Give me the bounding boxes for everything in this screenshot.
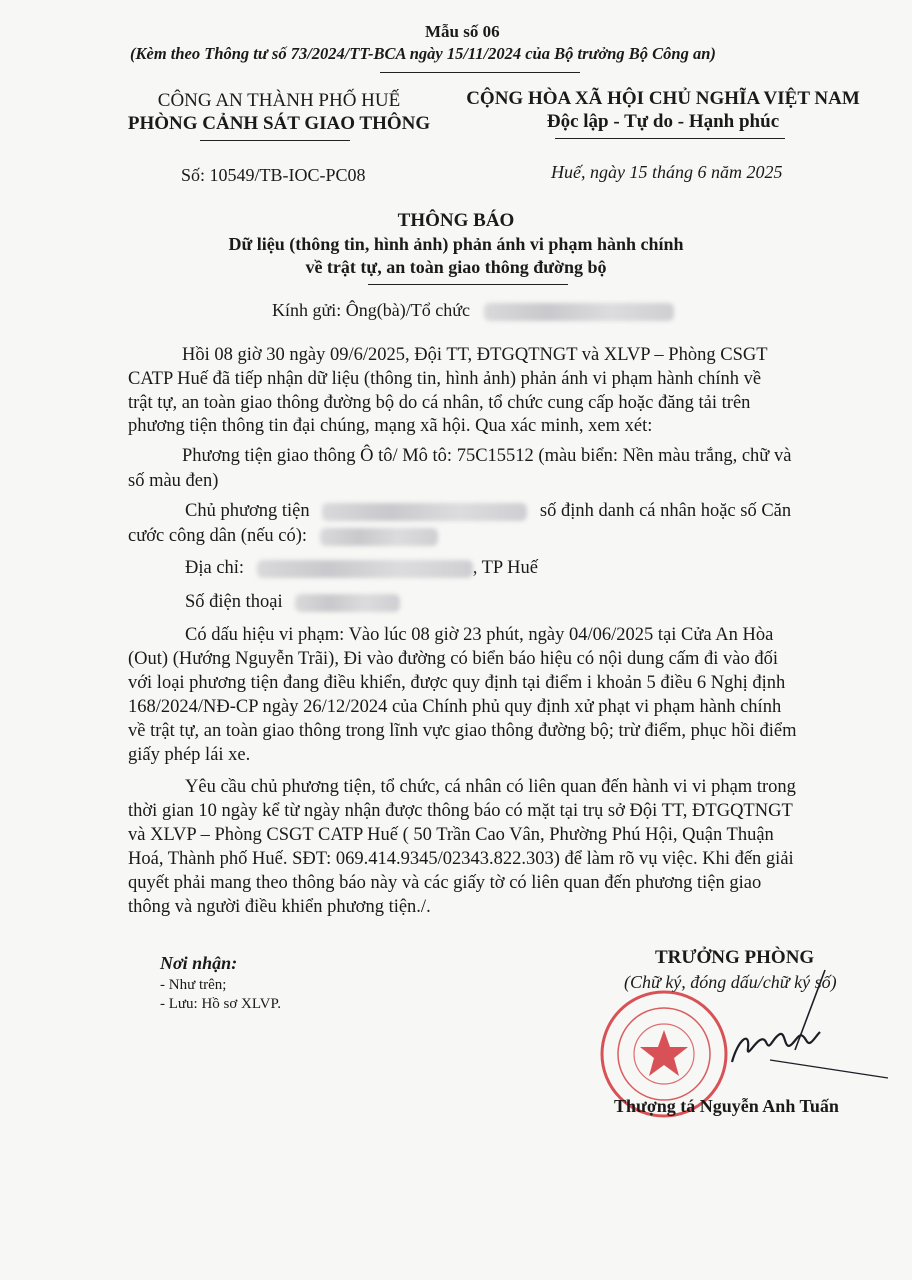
- paragraph-line: CATP Huế đã tiếp nhận dữ liệu (thông tin, hình ảnh) phản ánh vi phạm hành chính về: [128, 369, 762, 389]
- owner-id-line-label: cước công dân (nếu có):: [128, 526, 308, 546]
- redacted-owner-id: [320, 528, 438, 546]
- owner-id-line: [128, 523, 438, 549]
- request-line: thông và người điều khiển phương tiện./.: [128, 897, 431, 917]
- violation-line: Có dấu hiệu vi phạm: Vào lúc 08 giờ 23 phút, ngày 04/06/2025 tại Cửa An Hòa: [185, 625, 774, 645]
- paragraph-line: Hồi 08 giờ 30 ngày 09/6/2025, Đội TT, ĐTGQTNGT và XLVP – Phòng CSGT: [182, 345, 768, 365]
- violation-line: giấy phép lái xe.: [128, 745, 251, 765]
- receivers-title: Nơi nhận:: [160, 953, 238, 973]
- address-line: [185, 555, 538, 581]
- national-motto: Độc lập - Tự do - Hạnh phúc: [546, 111, 780, 132]
- redacted-owner-name: [322, 503, 527, 521]
- recipient-line: [272, 300, 674, 321]
- owner-id-label: số định danh cá nhân hoặc số Căn: [539, 501, 792, 521]
- document-title: THÔNG BÁO: [397, 210, 515, 231]
- divider: [380, 72, 580, 73]
- receiver-item: - Lưu: Hồ sơ XLVP.: [160, 996, 281, 1012]
- owner-label: Chủ phương tiện: [185, 501, 310, 521]
- phone-label: Số điện thoại: [185, 592, 283, 612]
- vehicle-line: Phương tiện giao thông Ô tô/ Mô tô: 75C15512 (màu biển: Nền màu trắng, chữ và: [182, 446, 792, 466]
- phone-line: [185, 589, 400, 615]
- violation-line: về trật tự, an toàn giao thông trong lĩnh vực giao thông đường bộ; trừ điểm, phục hồi điểm: [128, 721, 797, 741]
- recipient-label: Kính gửi: Ông(bà)/Tổ chức: [272, 300, 470, 320]
- document-subtitle: Dữ liệu (thông tin, hình ảnh) phản ánh vi phạm hành chính: [228, 234, 684, 254]
- national-title: CỘNG HÒA XÃ HỘI CHỦ NGHĨA VIỆT NAM: [466, 88, 860, 109]
- violation-line: với loại phương tiện đang điều khiển, được quy định tại điểm i khoản 5 điều 6 Nghị định: [128, 673, 786, 693]
- address-city: , TP Huế: [472, 558, 538, 578]
- violation-line: 168/2024/NĐ-CP ngày 26/12/2024 của Chính phủ quy định xử phạt vi phạm hành chính: [128, 697, 782, 717]
- redacted-phone: [295, 594, 400, 612]
- signer-name: Thượng tá Nguyễn Anh Tuấn: [614, 1096, 839, 1116]
- divider: [555, 138, 785, 139]
- violation-line: (Out) (Hướng Nguyễn Trãi), Đi vào đường có biển báo hiệu có nội dung cấm đi vào đối: [128, 649, 779, 669]
- divider: [368, 284, 568, 285]
- vehicle-line: số màu đen): [128, 471, 219, 491]
- document-date: Huế, ngày 15 tháng 6 năm 2025: [551, 162, 783, 182]
- document-subtitle-2: về trật tự, an toàn giao thông đường bộ: [305, 257, 607, 277]
- owner-line: [185, 498, 791, 524]
- paragraph-line: phương tiện thông tin đại chúng, mạng xã hội. Qua xác minh, xem xét:: [128, 416, 653, 436]
- document-number: Số: 10549/TB-IOC-PC08: [181, 165, 366, 185]
- request-line: Yêu cầu chủ phương tiện, tổ chức, cá nhân có liên quan đến hành vi vi phạm trong: [185, 777, 796, 797]
- signer-title: TRƯỞNG PHÒNG: [655, 947, 815, 968]
- form-attachment: (Kèm theo Thông tư số 73/2024/TT-BCA ngày 15/11/2024 của Bộ trưởng Bộ Công an): [130, 44, 716, 63]
- request-line: quyết phải mang theo thông báo này và các giấy tờ có liên quan đến phương tiện giao: [128, 873, 762, 893]
- address-label: Địa chỉ:: [185, 558, 245, 578]
- request-line: Hoá, Thành phố Huế. SĐT: 069.414.9345/02343.822.303) để làm rõ vụ việc. Khi đến giải: [128, 849, 794, 869]
- request-line: và XLVP – Phòng CSGT CATP Huế ( 50 Trần Cao Vân, Phường Phú Hội, Quận Thuận: [128, 825, 774, 845]
- request-line: thời gian 10 ngày kể từ ngày nhận được thông báo có mặt tại trụ sở Đội TT, ĐTGQTNGT: [128, 801, 793, 821]
- paragraph-line: trật tự, an toàn giao thông đường bộ do cá nhân, tổ chức cung cấp hoặc đăng tải trên: [128, 393, 751, 413]
- redacted-address: [257, 560, 473, 578]
- agency-name: CÔNG AN THÀNH PHỐ HUẾ: [157, 90, 401, 111]
- receiver-item: - Như trên;: [160, 977, 227, 993]
- divider: [200, 140, 350, 141]
- signature: [620, 930, 890, 1100]
- form-number: Mẫu số 06: [425, 22, 500, 41]
- department-name: PHÒNG CẢNH SÁT GIAO THÔNG: [127, 113, 431, 134]
- signer-note: (Chữ ký, đóng dấu/chữ ký số): [624, 972, 837, 992]
- redacted-recipient: [484, 303, 674, 321]
